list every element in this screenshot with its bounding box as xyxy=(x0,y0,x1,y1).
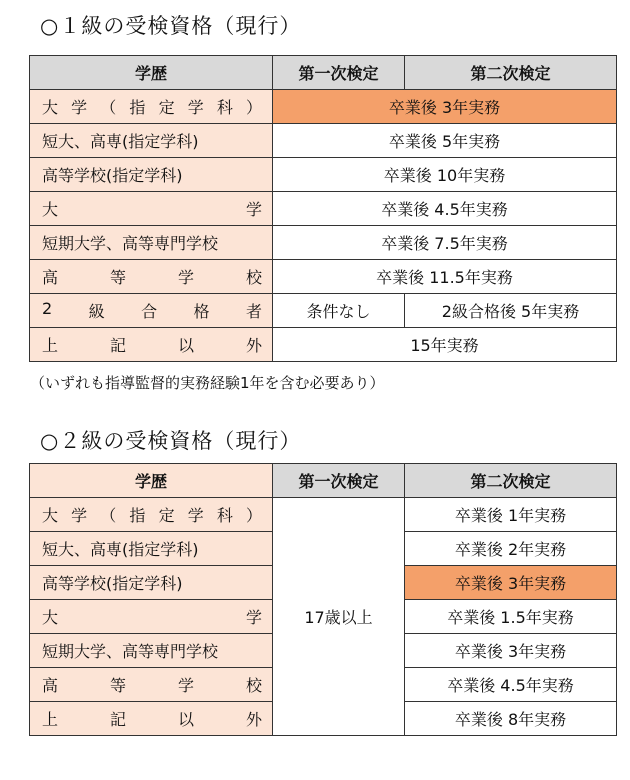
education-label xyxy=(30,668,273,702)
grade1-note: （いずれも指導監督的実務経験1年を含む必要あり） xyxy=(30,374,385,392)
requirement-value: 卒業後 3年実務 xyxy=(273,90,617,124)
education-label xyxy=(30,600,273,634)
header-second-exam: 第二次検定 xyxy=(405,464,617,498)
first-exam-value: 条件なし xyxy=(273,294,405,328)
spread-label: 上 記 以 外 xyxy=(42,336,262,355)
education-label: 短期大学、高等専門学校 xyxy=(30,226,273,260)
second-exam-value: 卒業後 3年実務 xyxy=(405,566,617,600)
table-row xyxy=(30,192,617,226)
table-row xyxy=(30,294,617,328)
education-label xyxy=(30,192,273,226)
requirement-value: 卒業後 5年実務 xyxy=(273,124,617,158)
grade1-table xyxy=(29,55,617,362)
spread-label: 大 学 xyxy=(42,608,262,627)
spread-label: 大 学 xyxy=(42,200,262,219)
header-education: 学歴 xyxy=(30,464,273,498)
table-row xyxy=(30,226,617,260)
education-label xyxy=(30,328,273,362)
education-label: 高等学校(指定学科) xyxy=(30,158,273,192)
education-label xyxy=(30,260,273,294)
header-education: 学歴 xyxy=(30,56,273,90)
table-row xyxy=(30,328,617,362)
second-exam-value: 卒業後 3年実務 xyxy=(405,634,617,668)
table-header-row xyxy=(30,464,617,498)
education-label xyxy=(30,702,273,736)
second-exam-value: 2級合格後 5年実務 xyxy=(405,294,617,328)
education-label xyxy=(30,498,273,532)
grade2-table xyxy=(29,463,617,736)
table-row xyxy=(30,124,617,158)
requirement-value: 卒業後 10年実務 xyxy=(273,158,617,192)
second-exam-value: 卒業後 2年実務 xyxy=(405,532,617,566)
table-row xyxy=(30,90,617,124)
header-first-exam: 第一次検定 xyxy=(273,464,405,498)
second-exam-value: 卒業後 4.5年実務 xyxy=(405,668,617,702)
table-header-row xyxy=(30,56,617,90)
education-label xyxy=(30,90,273,124)
requirement-value: 卒業後 7.5年実務 xyxy=(273,226,617,260)
education-label: 短大、高専(指定学科) xyxy=(30,124,273,158)
header-second-exam: 第二次検定 xyxy=(405,56,617,90)
table-row xyxy=(30,260,617,294)
education-label xyxy=(30,294,273,328)
table-row xyxy=(30,498,617,532)
header-first-exam: 第一次検定 xyxy=(273,56,405,90)
second-exam-value: 卒業後 8年実務 xyxy=(405,702,617,736)
requirement-value: 卒業後 4.5年実務 xyxy=(273,192,617,226)
table-row xyxy=(30,158,617,192)
education-label: 短期大学、高等専門学校 xyxy=(30,634,273,668)
grade1-title: ○１級の受検資格（現行） xyxy=(40,14,302,38)
education-label: 短大、高専(指定学科) xyxy=(30,532,273,566)
second-exam-value: 卒業後 1.5年実務 xyxy=(405,600,617,634)
grade2-title: ○２級の受検資格（現行） xyxy=(40,429,302,453)
second-exam-value: 卒業後 1年実務 xyxy=(405,498,617,532)
requirement-value: 15年実務 xyxy=(273,328,617,362)
spread-label: 大 学 （ 指 定 学 科 ） xyxy=(42,98,262,117)
spread-label: 上 記 以 外 xyxy=(42,710,262,729)
first-exam-value: 17歳以上 xyxy=(273,498,405,736)
spread-label: 大 学 （ 指 定 学 科 ） xyxy=(42,506,262,525)
spread-label: 高 等 学 校 xyxy=(42,676,262,695)
requirement-value: 卒業後 11.5年実務 xyxy=(273,260,617,294)
spread-label: 2 級 合 格 者 xyxy=(42,299,262,321)
spread-label: 高 等 学 校 xyxy=(42,268,262,287)
education-label: 高等学校(指定学科) xyxy=(30,566,273,600)
